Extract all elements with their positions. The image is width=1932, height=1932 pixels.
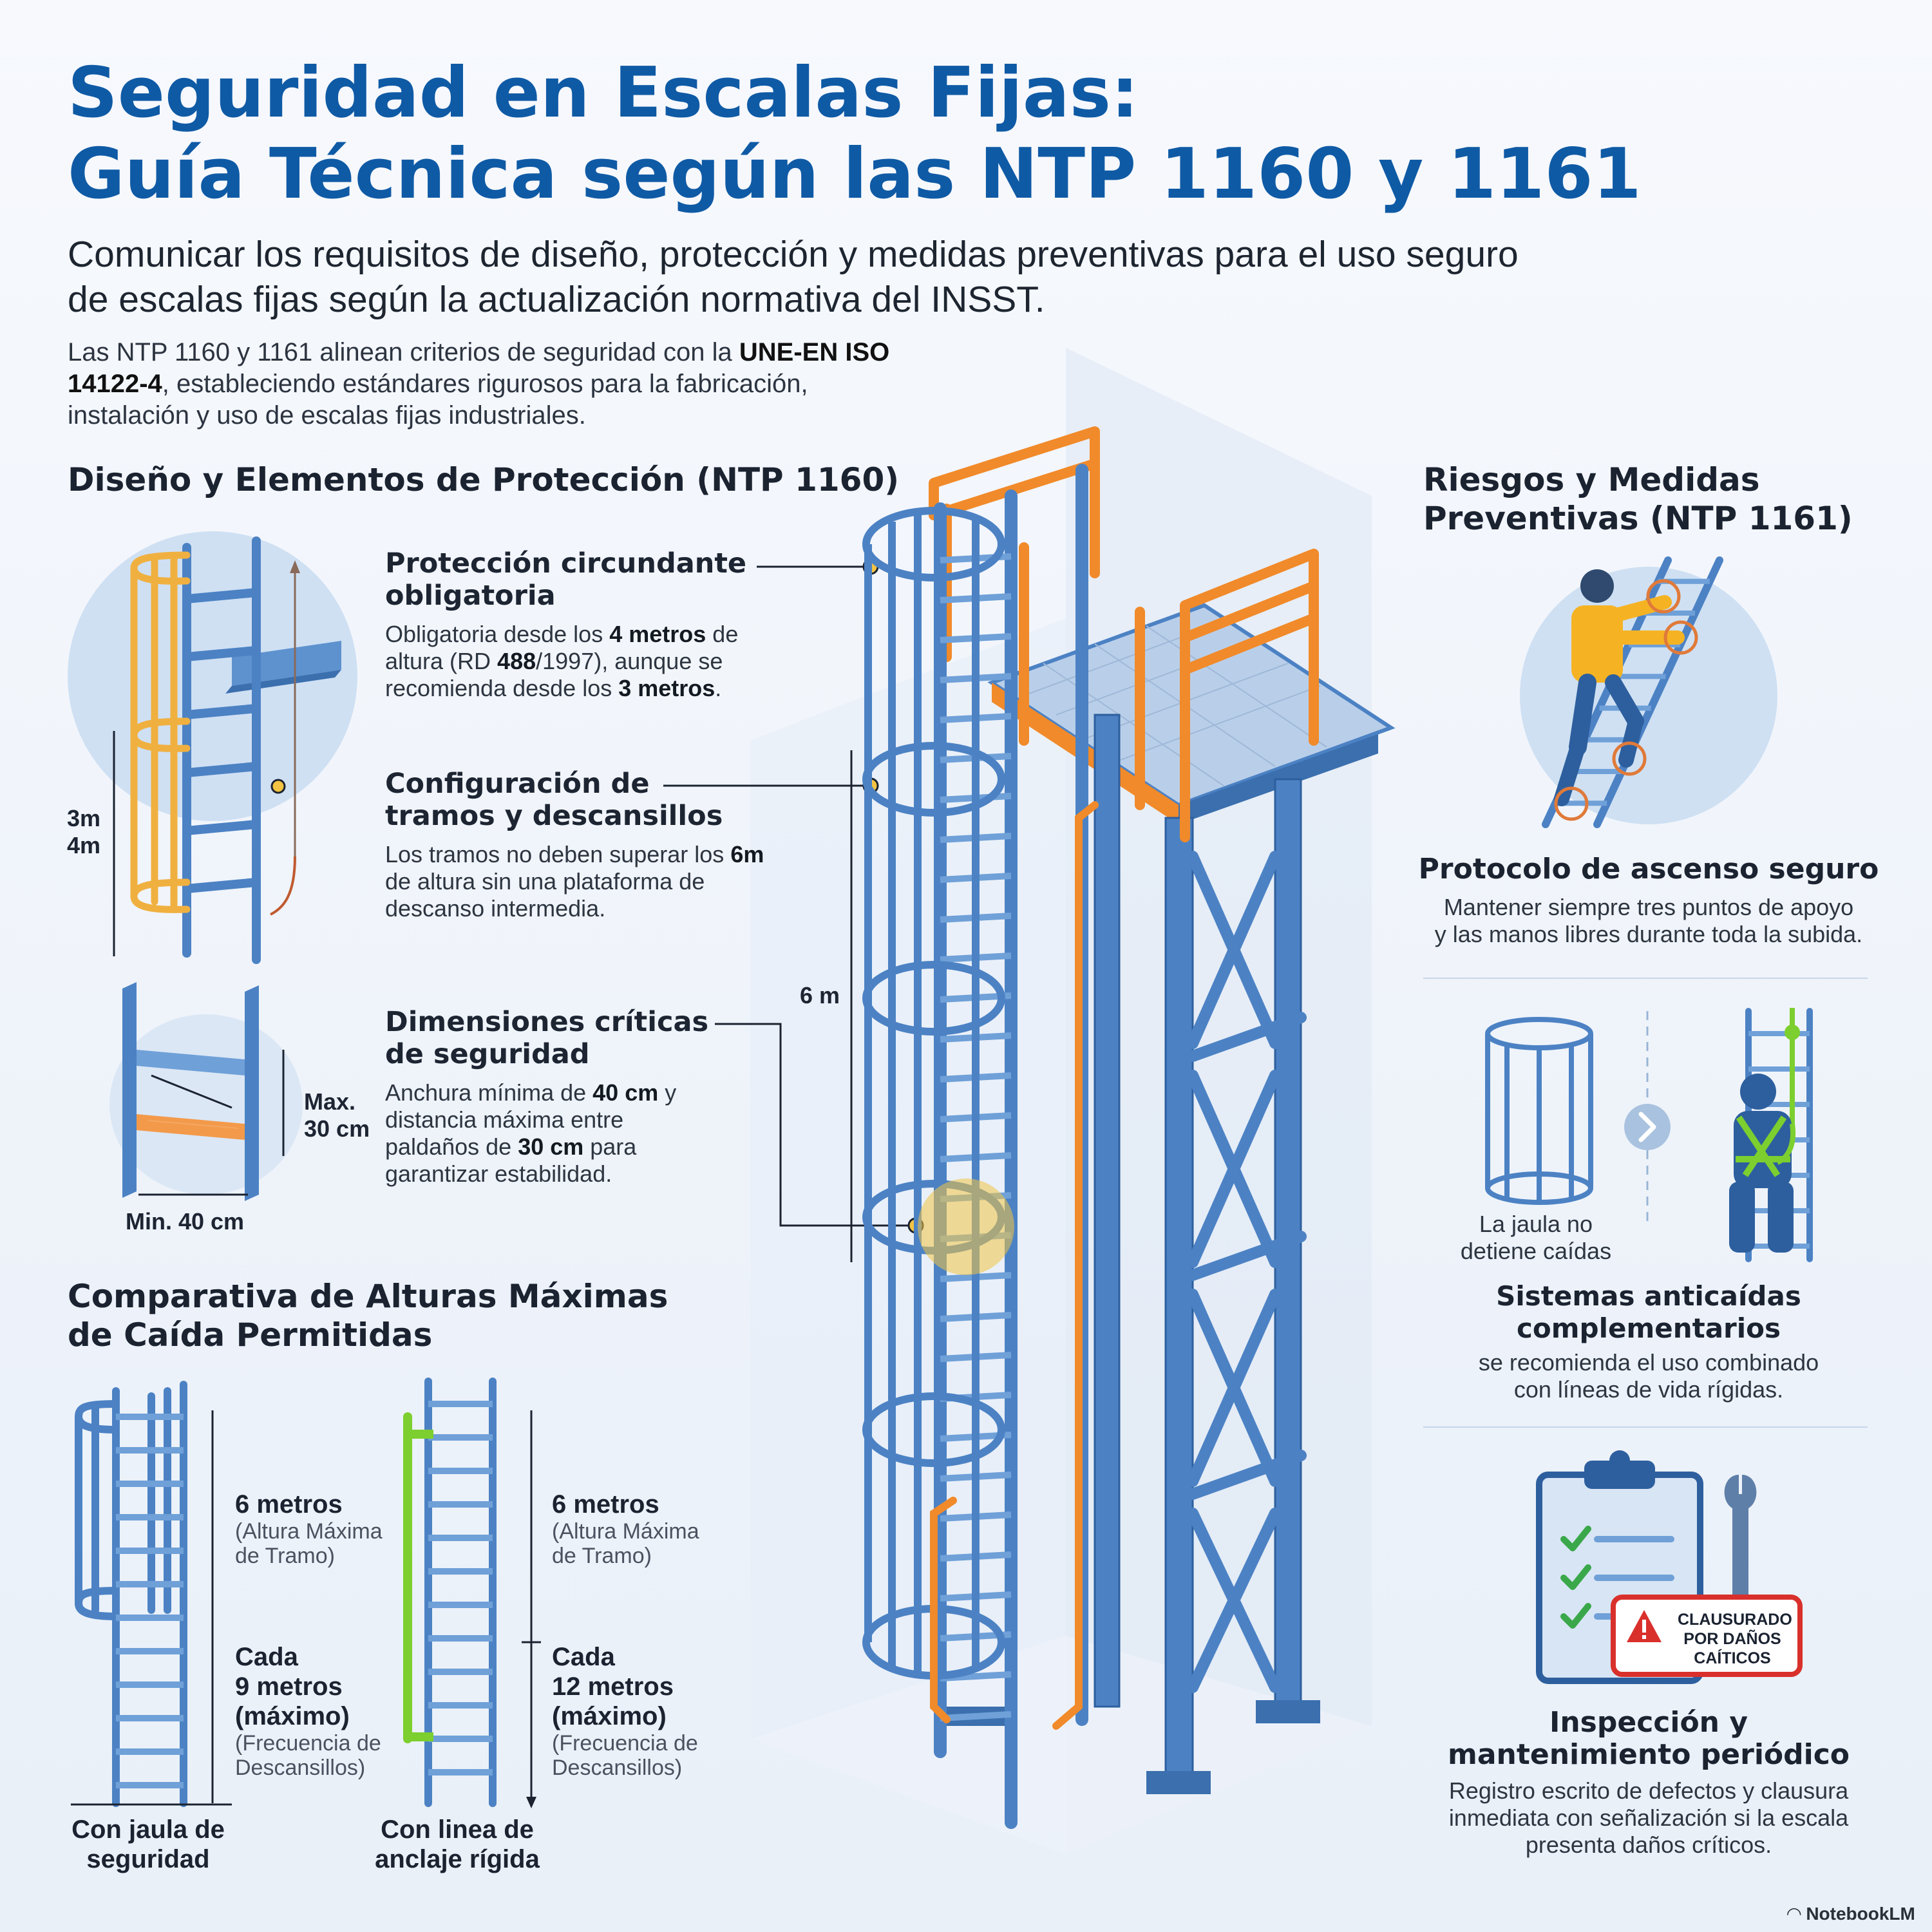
callout-sections-title-1: Configuración de <box>385 768 650 800</box>
brand-logo-icon: ◠ <box>1787 1904 1806 1924</box>
cage-icon <box>1475 1014 1623 1208</box>
ladder-rung <box>940 1714 1011 1718</box>
height-label-6m: 6 m <box>800 982 840 1009</box>
closed-badge-2: POR DAÑOS <box>1683 1630 1781 1648</box>
height-label-3m: 3m <box>67 805 101 831</box>
risks-heading-line-1: Riesgos y Medidas <box>1423 461 1760 498</box>
line-landing-frequency <box>552 1642 706 1731</box>
comparison-heading-line-1: Comparativa de Alturas Máximas <box>68 1278 668 1315</box>
systems-text <box>1404 1349 1893 1403</box>
t: de altura sin una plataforma de descanso intermedia. <box>385 868 705 922</box>
brand-name: NotebookLM <box>1806 1904 1915 1924</box>
rung-spacing-label-max: Max. <box>304 1088 356 1115</box>
callout-protection-title-1: Protección circundante <box>385 547 747 580</box>
arrow-divider <box>1623 1011 1681 1224</box>
cage-tramo-note-1: (Altura Máxima <box>235 1519 383 1544</box>
comparison-heading-line-2: de Caída Permitidas <box>68 1316 433 1354</box>
closed-badge-1: CLAUSURADO <box>1678 1611 1792 1629</box>
cage-landing-1: Cada <box>235 1643 298 1671</box>
comparison-cage-tramo <box>235 1490 390 1568</box>
line-caption-1: Con linea de <box>381 1815 534 1844</box>
intro-text-post: , estableciendo estándares rigurosos para la fabricación, instalación y uso de escalas fijas industriales. <box>68 370 808 430</box>
brand-mark <box>1787 1903 1915 1925</box>
cage-landing-note-1: (Frecuencia de <box>235 1731 381 1756</box>
intro-text-pre: Las NTP 1160 y 1161 alinean criterios de seguridad con la <box>68 338 739 366</box>
title-line-2: Guía Técnica según las NTP 1160 y 1161 <box>68 134 1642 214</box>
inspection-title-2: mantenimiento periódico <box>1447 1738 1850 1771</box>
inspection-text-1: Registro escrito de defectos y clausura <box>1448 1777 1849 1804</box>
comparison-line-tramo <box>552 1490 706 1568</box>
protocol-title: Protocolo de ascenso seguro <box>1418 853 1879 886</box>
ladder-with-cage-illustration <box>71 1378 232 1816</box>
line-landing-3: (máximo) <box>552 1702 667 1730</box>
line-landing-2: 12 metros <box>552 1672 674 1701</box>
protocol-text-1: Mantener siempre tres puntos de apoyo <box>1443 894 1854 920</box>
intro-standard: UNE-EN ISO 14122-4 <box>68 338 890 398</box>
t: /1997), aunque se recomienda desde los <box>385 648 723 701</box>
rung-spacing-label-value: 30 cm <box>304 1115 370 1142</box>
line-landing-note <box>552 1731 706 1780</box>
subtitle-line-1: Comunicar los requisitos de diseño, protección y medidas preventivas para el uso seguro <box>68 234 1519 275</box>
ladder-with-anchor-line-illustration <box>390 1378 551 1816</box>
cage-caption-2: seguridad <box>86 1845 210 1873</box>
t: de altura (RD <box>385 621 739 674</box>
ladder-tower-illustration <box>863 444 1378 1842</box>
callout-protection-title-2: obligatoria <box>385 580 556 612</box>
climber-three-points-illustration <box>1507 554 1777 837</box>
t: para garantizar estabilidad. <box>385 1133 637 1187</box>
line-landing-note-2: Descansillos) <box>552 1756 683 1780</box>
inspection-text-2: inmediata con señalización si la escala <box>1448 1804 1849 1831</box>
t: y distancia máxima entre paldaños de <box>385 1079 677 1160</box>
line-tramo-note-2: de Tramo) <box>552 1544 652 1568</box>
line-landing-1: Cada <box>552 1643 615 1671</box>
closed-badge-3: CAÍTICOS <box>1694 1649 1771 1667</box>
cage-caption-1: Con jaula de <box>71 1815 225 1844</box>
systems-title-1: Sistemas anticaídas <box>1496 1280 1801 1312</box>
line-tramo-height: 6 metros <box>552 1490 659 1519</box>
systems-text-1: se recomienda el uso combinado <box>1478 1349 1819 1376</box>
risks-heading-line-2: Preventivas (NTP 1161) <box>1423 500 1853 537</box>
t: Obligatoria desde los <box>385 621 610 647</box>
systems-text-2: con líneas de vida rígidas. <box>1513 1376 1784 1403</box>
divider-1 <box>1423 978 1868 979</box>
callout-dimensions-title-1: Dimensiones críticas <box>385 1006 709 1038</box>
cage-landing-note <box>235 1731 390 1780</box>
cage-note <box>1430 1211 1642 1265</box>
inspection-title-1: Inspección y <box>1549 1706 1748 1739</box>
cage-note-1: La jaula no <box>1479 1211 1593 1237</box>
cage-tramo-note-2: de Tramo) <box>235 1544 335 1568</box>
b: 4 metros <box>609 621 706 647</box>
b: 3 metros <box>618 675 715 701</box>
line-caption-2: anclaje rígida <box>375 1845 540 1873</box>
inspection-text-3: presenta daños críticos. <box>1525 1832 1772 1858</box>
line-tramo-note <box>552 1519 706 1568</box>
comparison-cage-caption <box>52 1815 245 1874</box>
inspection-title <box>1404 1707 1893 1771</box>
design-heading: Diseño y Elementos de Protección (NTP 1160) <box>68 461 900 498</box>
cage-landing-frequency <box>235 1642 390 1731</box>
cage-landing-2: 9 metros <box>235 1672 343 1701</box>
t: Anchura mínima de <box>385 1079 593 1106</box>
cage-landing-3: (máximo) <box>235 1702 350 1730</box>
divider-2 <box>1423 1426 1868 1428</box>
cage-note-2: detiene caídas <box>1460 1238 1612 1264</box>
callout-sections-title-2: tramos y descansillos <box>385 800 723 832</box>
comparison-line-landing <box>552 1642 706 1780</box>
closed-badge <box>1678 1610 1792 1668</box>
cage-tramo-note <box>235 1519 390 1568</box>
inspection-text <box>1404 1777 1893 1859</box>
t: . <box>715 675 722 701</box>
height-label-4m: 4m <box>67 832 101 858</box>
line-tramo-note-1: (Altura Máxima <box>552 1519 699 1544</box>
b: 6m <box>730 841 764 867</box>
subtitle-line-2: de escalas fijas según la actualización normativa del INSST. <box>68 279 1045 320</box>
systems-title <box>1404 1280 1893 1345</box>
b: 488 <box>497 648 536 674</box>
title-line-1: Seguridad en Escalas Fijas: <box>68 53 1139 133</box>
min-width-label: Min. 40 cm <box>126 1208 245 1235</box>
cage-tramo-height: 6 metros <box>235 1490 343 1519</box>
comparison-cage-landing <box>235 1642 390 1780</box>
cage-landing-note-2: Descansillos) <box>235 1756 366 1780</box>
comparison-line-caption <box>361 1815 554 1874</box>
protocol-text <box>1404 894 1893 948</box>
risks-heading <box>1423 460 1913 538</box>
b: 40 cm <box>592 1079 659 1106</box>
comparison-heading <box>68 1277 679 1354</box>
t: Los tramos no deben superar los <box>385 841 731 867</box>
line-landing-note-1: (Frecuencia de <box>552 1731 698 1756</box>
systems-title-2: complementarios <box>1517 1312 1781 1344</box>
climber-harness-illustration <box>1700 1008 1829 1265</box>
protocol-text-2: y las manos libres durante toda la subida. <box>1434 921 1863 947</box>
b: 30 cm <box>518 1133 584 1160</box>
callout-dimensions-title-2: de seguridad <box>385 1038 590 1070</box>
